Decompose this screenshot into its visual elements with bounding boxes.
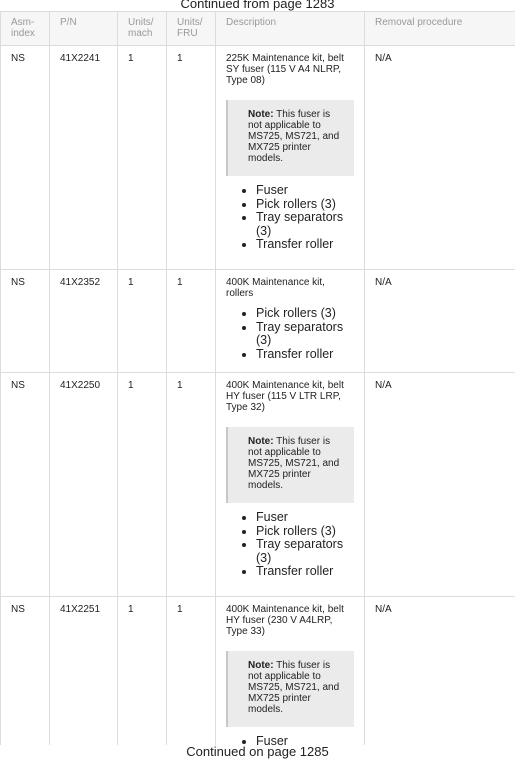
description-text: 400K Maintenance kit, rollers	[226, 277, 325, 299]
kit-contents-list	[226, 307, 354, 361]
cell-units-mach: 1	[118, 597, 167, 746]
list-item: • Pick rollers (3)	[256, 198, 354, 212]
table-row	[1, 270, 515, 373]
note-label: Note:	[248, 109, 274, 120]
column-header-description: Description	[216, 12, 365, 46]
cell-units-fru: 1	[167, 373, 216, 597]
cell-description	[216, 270, 365, 373]
note-text: This fuser is not applicable to MS725, MS721, and MX725 printer models.	[248, 436, 340, 491]
cell-units-fru: 1	[167, 597, 216, 746]
note-text: This fuser is not applicable to MS725, MS721, and MX725 printer models.	[248, 109, 340, 164]
description-text: 400K Maintenance kit, belt HY fuser (230 V A4LRP, Type 33)	[226, 604, 344, 637]
list-item: • Transfer roller	[256, 348, 354, 362]
cell-asm-index: NS	[1, 46, 50, 270]
cell-units-fru: 1	[167, 270, 216, 373]
parts-table	[0, 11, 515, 745]
cell-removal-procedure: N/A	[365, 270, 515, 373]
cell-removal-procedure: N/A	[365, 597, 515, 746]
cell-description	[216, 597, 365, 746]
kit-contents-list	[226, 184, 354, 252]
cell-removal-procedure: N/A	[365, 373, 515, 597]
list-item: • Tray separators (3)	[256, 211, 354, 238]
cell-asm-index: NS	[1, 270, 50, 373]
list-item: • Transfer roller	[256, 565, 354, 579]
note-box	[226, 651, 354, 727]
column-header-asm-index: Asm-index	[1, 12, 50, 46]
parts-table-container	[0, 11, 515, 745]
list-item: • Tray separators (3)	[256, 538, 354, 565]
list-item: • Pick rollers (3)	[256, 525, 354, 539]
cell-description	[216, 46, 365, 270]
cell-units-mach: 1	[118, 373, 167, 597]
cell-asm-index: NS	[1, 597, 50, 746]
description-text: 400K Maintenance kit, belt HY fuser (115 V LTR LRP, Type 32)	[226, 380, 344, 413]
cell-pn: 41X2352	[50, 270, 118, 373]
note-box	[226, 427, 354, 503]
note-text: This fuser is not applicable to MS725, MS721, and MX725 printer models.	[248, 660, 340, 715]
list-item: • Transfer roller	[256, 238, 354, 252]
kit-contents-list	[226, 511, 354, 579]
cell-units-fru: 1	[167, 46, 216, 270]
cell-description	[216, 373, 365, 597]
cell-pn: 41X2250	[50, 373, 118, 597]
column-header-pn: P/N	[50, 12, 118, 46]
list-item: • Fuser	[256, 184, 354, 198]
table-header-row	[1, 12, 515, 46]
table-row	[1, 46, 515, 270]
column-header-units-mach: Units/ mach	[118, 12, 167, 46]
cell-pn: 41X2241	[50, 46, 118, 270]
continued-on-note: Continued on page 1285	[186, 744, 329, 759]
note-label: Note:	[248, 660, 274, 671]
table-row	[1, 597, 515, 746]
column-header-units-fru: Units/ FRU	[167, 12, 216, 46]
note-label: Note:	[248, 436, 274, 447]
list-item: • Pick rollers (3)	[256, 307, 354, 321]
description-text: 225K Maintenance kit, belt SY fuser (115 V A4 NLRP, Type 08)	[226, 53, 344, 86]
cell-units-mach: 1	[118, 270, 167, 373]
list-item: • Fuser	[256, 735, 354, 745]
cell-units-mach: 1	[118, 46, 167, 270]
table-row	[1, 373, 515, 597]
cell-removal-procedure: N/A	[365, 46, 515, 270]
cell-pn: 41X2251	[50, 597, 118, 746]
list-item: • Fuser	[256, 511, 354, 525]
note-box	[226, 100, 354, 176]
cell-asm-index: NS	[1, 373, 50, 597]
list-item: • Tray separators (3)	[256, 321, 354, 348]
continued-from-note: Continued from page 1283	[180, 0, 335, 11]
column-header-removal-procedure: Removal procedure	[365, 12, 515, 46]
